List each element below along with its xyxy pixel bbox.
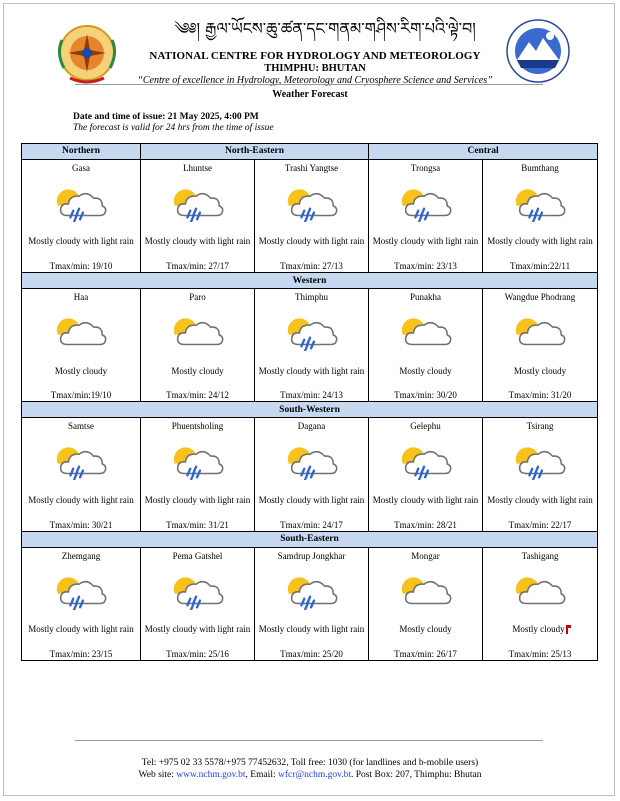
- forecast-cell: [22, 159, 141, 272]
- weather-condition: Mostly cloudy with light rain: [258, 236, 365, 247]
- weather-condition: Mostly cloudy: [513, 365, 567, 376]
- location-name: Trongsa: [410, 162, 441, 173]
- location-name: Lhuntse: [183, 162, 212, 173]
- forecast-cell: [141, 159, 255, 272]
- cloud-icon: [513, 570, 567, 610]
- forecast-table: [21, 143, 598, 661]
- forecast-cell: [483, 289, 598, 402]
- rain-cloud-icon: [399, 440, 453, 480]
- temperature-range: Tmax/min:22/11: [509, 261, 571, 272]
- region-western: Western: [22, 273, 598, 289]
- temperature-range: Tmax/min: 28/21: [394, 519, 457, 530]
- weather-condition: Mostly cloudy with light rain: [258, 494, 365, 505]
- region-header-row: [22, 531, 598, 547]
- forecast-cell: [369, 418, 483, 531]
- footer-contact: Tel: +975 02 33 5578/+975 77452632, Toll free: 1030 (for landlines and b-mobile users): [141, 758, 479, 768]
- location-name: Bumthang: [521, 162, 559, 173]
- forecast-cell: [255, 159, 369, 272]
- rain-cloud-icon: [171, 570, 225, 610]
- forecast-cell: [22, 547, 141, 660]
- forecast-cell: [369, 547, 483, 660]
- footer: [0, 757, 620, 781]
- location-name: Samtse: [68, 421, 94, 432]
- forecast-cell: [141, 418, 255, 531]
- document-title: Weather Forecast: [272, 89, 348, 100]
- email-link[interactable]: wfcr@nchm.gov.bt: [277, 770, 351, 780]
- forecast-row: [22, 418, 598, 531]
- location-name: Mongar: [411, 550, 440, 561]
- temperature-range: Tmax/min: 31/21: [166, 519, 229, 530]
- temperature-range: Tmax/min: 25/16: [166, 649, 229, 659]
- weather-condition: Mostly cloudy: [54, 365, 108, 376]
- postbox-text: . Post Box: 207, Thimphu: Bhutan: [351, 770, 482, 780]
- validity-note: The forecast is valid for 24 hrs from the time of issue: [73, 123, 274, 133]
- location-name: Haa: [73, 292, 89, 303]
- weather-condition: Mostly cloudy: [399, 624, 452, 635]
- weather-condition: Mostly cloudy: [171, 365, 224, 376]
- footer-links: [0, 769, 620, 781]
- rain-cloud-icon: [513, 182, 567, 222]
- forecast-cell: [255, 547, 369, 660]
- temperature-range: Tmax/min: 19/10: [49, 261, 113, 272]
- temperature-range: Tmax/min: 23/13: [394, 261, 457, 272]
- temperature-range: Tmax/min: 25/13: [508, 649, 572, 659]
- location-name: Tsirang: [526, 421, 554, 432]
- weather-condition: Mostly cloudy with light rain: [28, 236, 134, 247]
- forecast-cell: [369, 289, 483, 402]
- forecast-cell: [483, 159, 598, 272]
- weather-condition: Mostly cloudy with light rain: [372, 236, 479, 247]
- forecast-cell: [483, 547, 598, 660]
- location-name: Paro: [189, 292, 206, 303]
- cloud-icon: [54, 311, 108, 351]
- location-name: Samdrup Jongkhar: [277, 550, 346, 561]
- rain-cloud-icon: [399, 182, 453, 222]
- temperature-range: Tmax/min: 30/20: [394, 390, 457, 401]
- region-south-eastern: South-Eastern: [22, 531, 598, 547]
- rain-cloud-icon: [285, 440, 339, 480]
- rain-cloud-icon: [285, 311, 339, 351]
- rain-cloud-icon: [285, 570, 339, 610]
- temperature-range: Tmax/min: 25/20: [280, 649, 343, 659]
- temperature-range: Tmax/min: 24/17: [280, 519, 343, 530]
- forecast-cell: [255, 289, 369, 402]
- weather-condition: Mostly cloudy with light rain: [144, 236, 251, 247]
- header-divider: [75, 84, 543, 85]
- cloud-icon: [399, 570, 453, 610]
- rain-cloud-icon: [285, 182, 339, 222]
- region-north-eastern: North-Eastern: [141, 144, 369, 160]
- website-link[interactable]: www.nchm.gov.bt: [176, 770, 246, 780]
- weather-condition: Mostly cloudy with light rain: [372, 494, 479, 505]
- location-name: Wangdue Phodrang: [504, 292, 576, 303]
- weather-condition: Mostly cloudy with light rain: [258, 365, 365, 376]
- footer-divider: [75, 740, 543, 741]
- weather-condition: Mostly cloudy with light rain: [28, 494, 134, 505]
- location-name: Thimphu: [295, 292, 328, 303]
- rain-cloud-icon: [54, 440, 108, 480]
- temperature-range: Tmax/min: 26/17: [394, 649, 457, 659]
- cloud-icon: [399, 311, 453, 351]
- location-name: Phuentsholing: [171, 421, 224, 432]
- temperature-range: Tmax/min: 24/12: [166, 390, 229, 401]
- temperature-range: Tmax/min: 27/17: [166, 261, 229, 272]
- weather-condition: Mostly cloudy: [399, 365, 452, 376]
- forecast-cell: [369, 159, 483, 272]
- forecast-cell: [483, 418, 598, 531]
- region-south-western: South-Western: [22, 402, 598, 418]
- cloud-icon: [513, 311, 567, 351]
- letterhead: [0, 8, 620, 88]
- cloud-icon: [171, 311, 225, 351]
- dzongkha-title: [165, 15, 485, 41]
- temperature-range: Tmax/min: 24/13: [280, 390, 343, 401]
- weather-condition: Mostly cloudy with light rain: [487, 236, 593, 247]
- rain-cloud-icon: [54, 182, 108, 222]
- org-motto: “Centre of excellence in Hydrology, Meteorology and Cryosphere Science and Services”: [137, 75, 493, 86]
- temperature-range: Tmax/min: 23/15: [49, 649, 113, 659]
- region-northern: Northern: [22, 144, 141, 160]
- location-name: Trashi Yangtse: [284, 162, 339, 173]
- weather-condition: Mostly cloudy: [483, 618, 597, 642]
- region-header-row: [22, 402, 598, 418]
- issue-datetime: Date and time of issue: 21 May 2025, 4:00 PM: [73, 112, 259, 122]
- forecast-cell: [141, 547, 255, 660]
- forecast-cell: [22, 289, 141, 402]
- location-name: Punakha: [410, 292, 442, 303]
- rain-cloud-icon: [54, 570, 108, 610]
- svg-text:༄༅། རྒྱལ་ཡོངས་ཆུ་ཚན་དང་གནམ་གཤི: ༄༅། རྒྱལ་ཡོངས་ཆུ་ཚན་དང་གནམ་གཤིས་རིག་པའི་ལྟེ་བ།: [174, 19, 476, 38]
- temperature-range: Tmax/min: 30/21: [49, 519, 113, 530]
- region-header-row: [22, 273, 598, 289]
- forecast-cell: [141, 289, 255, 402]
- temperature-range: Tmax/min: 31/20: [508, 390, 572, 401]
- location-name: Gasa: [72, 162, 90, 173]
- flag-marker-icon: [566, 625, 568, 634]
- weather-condition: Mostly cloudy with light rain: [144, 494, 251, 505]
- weather-condition: Mostly cloudy with light rain: [28, 624, 134, 635]
- email-label: , Email:: [245, 770, 278, 780]
- forecast-row: [22, 159, 598, 272]
- weather-condition: Mostly cloudy with light rain: [258, 624, 365, 635]
- temperature-range: Tmax/min: 27/13: [280, 261, 343, 272]
- region-header-row: [22, 144, 598, 160]
- forecast-cell: [22, 418, 141, 531]
- location-name: Gelephu: [410, 421, 441, 432]
- forecast-cell: [255, 418, 369, 531]
- location-name: Dagana: [297, 421, 326, 432]
- org-city: THIMPHU: BHUTAN: [264, 63, 366, 74]
- org-name: NATIONAL CENTRE FOR HYDROLOGY AND METEOROLOGY: [149, 50, 481, 62]
- rain-cloud-icon: [171, 440, 225, 480]
- temperature-range: Tmax/min: 22/17: [508, 519, 572, 530]
- region-central: Central: [369, 144, 598, 160]
- website-label: Web site:: [138, 770, 177, 780]
- rain-cloud-icon: [171, 182, 225, 222]
- location-name: Zhemgang: [61, 550, 101, 561]
- weather-condition: Mostly cloudy with light rain: [487, 494, 593, 505]
- forecast-row: [22, 289, 598, 402]
- forecast-row: [22, 547, 598, 660]
- weather-condition: Mostly cloudy with light rain: [144, 624, 251, 635]
- rain-cloud-icon: [513, 440, 567, 480]
- temperature-range: Tmax/min:19/10: [50, 390, 112, 401]
- location-name: Pema Gatshel: [172, 550, 223, 561]
- location-name: Tashigang: [521, 550, 559, 561]
